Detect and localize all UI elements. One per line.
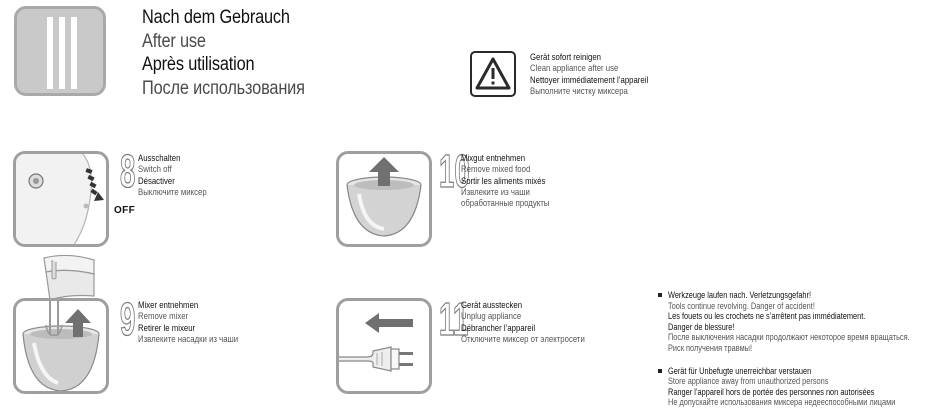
step-text-ru: Извлеките насадки из чаши [138,333,239,345]
step-number: 11 [439,293,469,345]
list-item [658,290,950,354]
warning-en: Clean appliance after use [530,63,619,75]
step-text-fr: Débrancher l’appareil [461,322,536,334]
chapter-bar [59,17,65,89]
note-text-en: Tools continue revolving. Danger of accident! [668,300,815,311]
step-10-illustration [336,151,432,247]
note-text-de: Gerät für Unbefugte unerreichbar verstauen [668,365,812,376]
title-en: After use [142,30,206,52]
chapter-bar [47,17,53,89]
chapter-icon [14,6,106,96]
step-text-en: Switch off [138,164,172,176]
mixer-switch-illustration [16,154,106,244]
warning-de: Gerät sofort reinigen [530,52,602,63]
step-10-text [461,153,549,209]
step-text-fr: Retirer le mixeur [138,322,196,334]
note-text-en: Store appliance away from unauthorized persons [668,376,829,387]
step-text-fr: Sortir les aliments mixés [461,175,546,187]
step-text-ru: Выключите миксер [138,186,207,198]
title-de: Nach dem Gebrauch [142,7,290,28]
mixer-remove-illustration [16,301,106,391]
step-number: 9 [120,293,136,345]
step-9-illustration [13,298,109,394]
chapter-bar [71,17,77,89]
warning-fr: Nettoyer immédiatement l’appareil [530,74,649,86]
step-text-ru: Извлеките из чаши [461,186,530,198]
bullet-icon [658,293,662,297]
step-text-de: Mixgut entnehmen [461,153,526,164]
title-fr: Après utilisation [142,54,255,75]
step-text-en: Unplug appliance [461,311,522,323]
safety-notes [658,290,950,420]
title-ru: После использования [142,77,305,99]
off-label: OFF [114,205,136,216]
step-number: 10 [439,145,470,197]
note-text-ru: Не допускайте использования миксера недееспособными лицами [668,397,896,408]
warning-triangle-icon [470,51,516,97]
hand-mixer-icon [38,250,100,302]
note-text-fr: Les fouets ou les crochets ne s’arrêtent pas immédiatement. [668,311,866,322]
step-text-ru-2: обработанные продукты [461,198,550,210]
step-text-fr: Désactiver [138,175,175,187]
step-number: 8 [120,145,136,197]
step-text-en: Remove mixed food [461,164,531,176]
step-8-illustration [13,151,109,247]
step-9-text [138,300,238,345]
step-text-de: Gerät ausstecken [461,300,523,311]
step-text-de: Ausschalten [138,153,181,164]
note-text-ru: После выключения насадки продолжают некоторое время вращаться. [668,332,910,343]
note-text-fr-2: Danger de blessure! [668,321,735,332]
step-8-text [138,153,207,198]
bullet-icon [658,369,662,373]
step-text-de: Mixer entnehmen [138,300,199,311]
list-item [658,366,950,408]
warning-text [530,52,648,97]
bowl-remove-illustration [339,154,429,244]
note-text-ru-2: Риск получения травмы! [668,342,752,353]
step-text-ru: Отключите миксер от электросети [461,333,585,345]
warning-ru: Выполните чистку миксера [530,85,628,97]
unplug-illustration [339,301,429,391]
step-text-en: Remove mixer [138,311,189,323]
step-11-illustration [336,298,432,394]
page-title [142,6,331,100]
step-11-text [461,300,585,345]
note-text-de: Werkzeuge laufen nach. Verletzungsgefahr! [668,290,812,300]
note-text-fr: Ranger l’appareil hors de portée des personnes non autorisées [668,386,875,397]
